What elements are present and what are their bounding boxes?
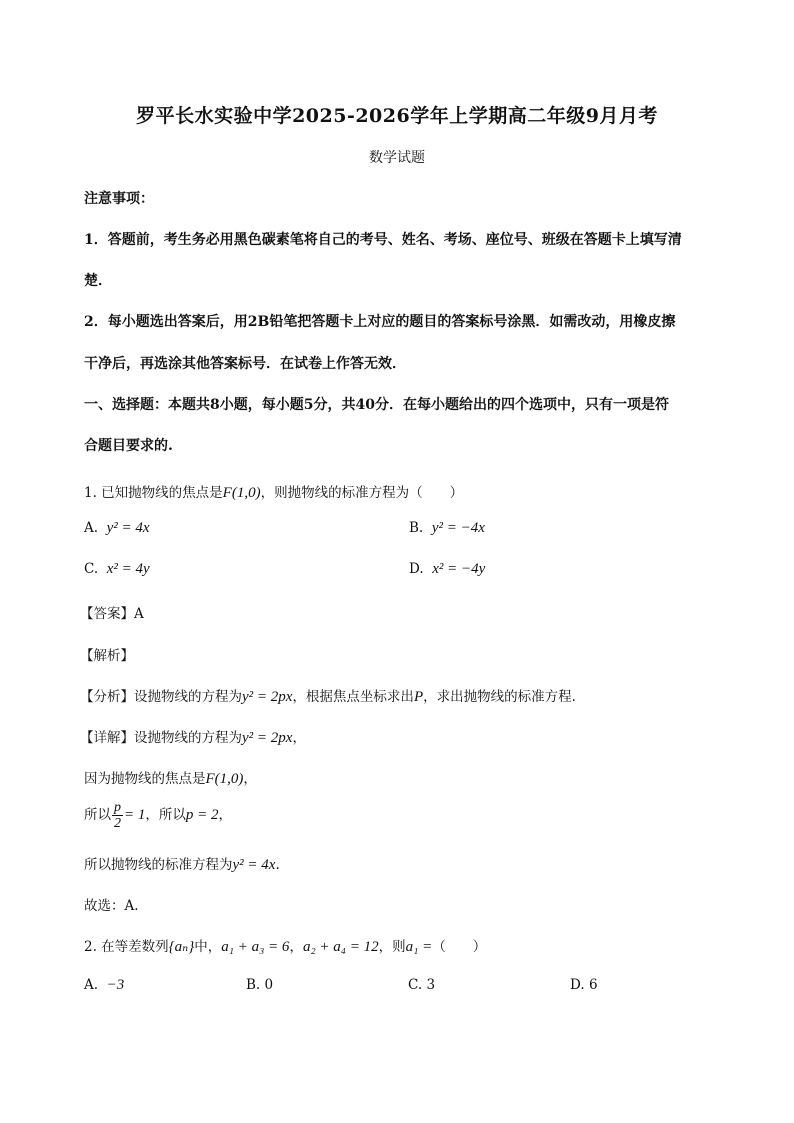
q1-answer: 【答案】A [80, 606, 144, 622]
q1-analysis-heading: 【解析】 [80, 648, 134, 664]
q2-option-a [84, 977, 124, 994]
q2-option-b-label: B. [246, 977, 261, 993]
q1-option-b [409, 520, 485, 537]
q2-stem-seq: {aₙ} [168, 939, 195, 955]
q2-option-c-label: C. [408, 977, 423, 993]
q1-so1-frac-num: p [114, 800, 121, 815]
q1-option-d [409, 561, 485, 578]
q2-option-d-value: 6 [588, 977, 598, 993]
q1-so1-mid: ，所以 [145, 807, 186, 823]
q1-option-a [84, 520, 150, 537]
q1-fenxi-suffix: ，求出抛物线的标准方程. [423, 689, 576, 705]
q1-option-a-label: A. [84, 520, 99, 536]
q2-stem-ask: a₁ = [405, 939, 433, 955]
q1-xiangjie-prefix: 【详解】设抛物线的方程为 [80, 730, 242, 746]
q1-option-c-label: C. [84, 561, 99, 577]
q2-option-d [570, 977, 598, 993]
q1-stem-prefix: 1. 已知抛物线的焦点是 [84, 485, 223, 501]
q1-so2-prefix: 所以抛物线的标准方程为 [84, 857, 233, 873]
q1-choose: 故选：A. [84, 898, 139, 914]
q2-stem-suffix: （ ） [432, 939, 487, 955]
q1-option-c [84, 561, 150, 578]
q1-option-c-expr: x² = 4y [106, 561, 150, 577]
q2-option-d-label: D. [570, 977, 585, 993]
q1-so1-suffix: ， [218, 807, 232, 823]
notice-heading: 注意事项： [84, 191, 154, 207]
q2-option-c-value: 3 [426, 977, 436, 993]
q1-so1-frac-den: 2 [114, 816, 121, 831]
q2-stem-cond2: a₂ + a₄ = 12 [302, 939, 379, 955]
q1-option-d-expr: x² = −4y [432, 561, 486, 577]
q1-so2-eq: y² = 4x [232, 857, 276, 873]
q1-option-b-label: B. [409, 520, 424, 536]
q2-option-a-value: −3 [106, 977, 125, 993]
notice-item-2-line-1: 2．每小题选出答案后，用2B铅笔把答题卡上对应的题目的答案标号涂黑．如需改动，用橡皮擦 [84, 314, 676, 330]
q1-fenxi-eq: y² = 2px [242, 689, 293, 705]
q2-option-b [246, 977, 273, 993]
q1-fenxi-mid: ，根据焦点坐标求出 [292, 689, 414, 705]
q1-so1-p: p = 2 [185, 807, 219, 823]
section-1-line-2: 合题目要求的. [84, 438, 173, 454]
q1-because-prefix: 因为抛物线的焦点是 [84, 771, 206, 787]
q1-option-b-expr: y² = −4x [431, 520, 485, 536]
q1-so1-eq: = 1 [124, 807, 146, 823]
notice-item-1-line-1: 1．答题前，考生务必用黑色碳素笔将自己的考号、姓名、考场、座位号、班级在答题卡上填写清 [84, 232, 682, 248]
q2-option-c [408, 977, 435, 993]
q1-xiangjie-line [80, 726, 306, 747]
q2-stem-prefix: 2. 在等差数列 [84, 939, 169, 955]
q1-because-point: F(1,0) [205, 771, 244, 787]
q1-so1-line [84, 800, 232, 831]
q2-stem-mid2: ， [289, 939, 303, 955]
q1-because-suffix: ， [243, 771, 257, 787]
q1-option-a-expr: y² = 4x [106, 520, 150, 536]
q1-fenxi-line [80, 685, 576, 706]
q2-stem-mid3: ，则 [378, 939, 406, 955]
notice-item-2-line-2: 干净后，再选涂其他答案标号．在试卷上作答无效． [84, 356, 406, 372]
q2-stem-mid1: 中， [194, 939, 222, 955]
q2-option-a-label: A. [84, 977, 99, 993]
q1-fenxi-p: P [413, 689, 424, 705]
q1-stem-suffix: ，则抛物线的标准方程为（ ） [260, 485, 464, 501]
q1-stem [84, 481, 463, 502]
q1-so2-suffix: . [275, 857, 280, 873]
q2-stem-cond1: a₁ + a₃ = 6 [221, 939, 290, 955]
q2-option-b-value: 0 [264, 977, 274, 993]
q1-so1-prefix: 所以 [84, 807, 111, 823]
q2-stem [84, 935, 486, 956]
notice-item-1-line-2: 楚． [84, 273, 112, 289]
q1-because-line [84, 767, 257, 788]
q1-fenxi-prefix: 【分析】设抛物线的方程为 [80, 689, 242, 705]
exam-subtitle: 数学试题 [369, 150, 425, 166]
q1-xiangjie-suffix: ， [292, 730, 306, 746]
q1-so2-line [84, 853, 280, 874]
q1-xiangjie-eq: y² = 2px [242, 730, 293, 746]
section-1-line-1: 一、选择题：本题共8小题，每小题5分，共40分．在每小题给出的四个选项中，只有一项是符 [84, 397, 669, 413]
q1-stem-point: F(1,0) [222, 485, 261, 501]
q1-option-d-label: D. [409, 561, 424, 577]
exam-title: 罗平长水实验中学2025-2026学年上学期高二年级9月月考 [136, 105, 658, 127]
q1-so1-fraction [112, 800, 123, 831]
